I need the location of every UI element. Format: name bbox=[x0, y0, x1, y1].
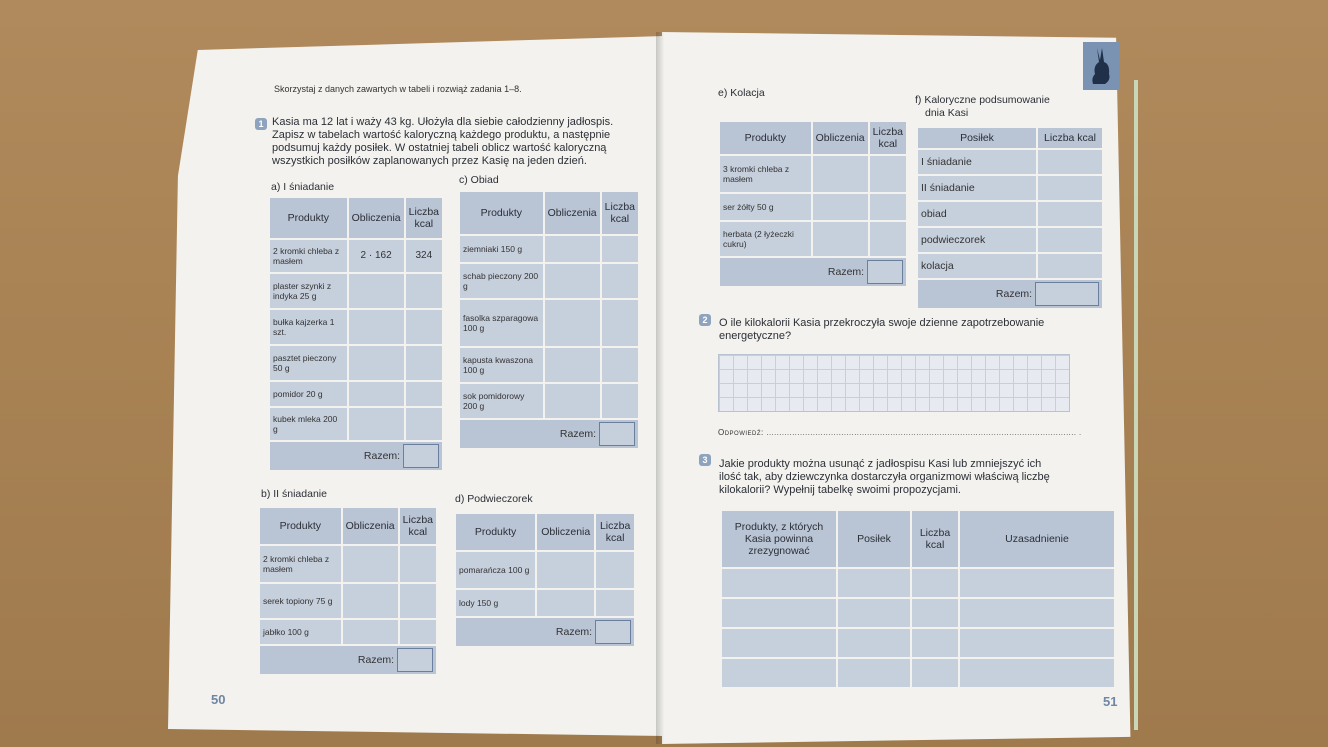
sum-label: Razem: bbox=[555, 625, 593, 638]
table-c-title: c) Obiad bbox=[459, 174, 499, 186]
answer-cell[interactable] bbox=[721, 568, 837, 598]
answer-cell[interactable] bbox=[837, 658, 911, 688]
intro-text: Skorzystaj z danych zawartych w tabeli i rozwiąż zadania 1–8. bbox=[274, 84, 522, 94]
page-number-right: 51 bbox=[1103, 694, 1118, 709]
table-task-3 bbox=[720, 509, 1116, 689]
task-3-text bbox=[719, 458, 1079, 497]
sum-label: Razem: bbox=[357, 653, 395, 666]
cell-kcal[interactable] bbox=[405, 345, 443, 381]
col-products: Produkty bbox=[259, 507, 342, 545]
table-f-title bbox=[915, 94, 1050, 120]
sum-label: Razem: bbox=[559, 427, 597, 440]
cell-calc[interactable] bbox=[342, 583, 399, 619]
calculation-grid[interactable] bbox=[718, 354, 1070, 412]
answer-cell[interactable] bbox=[911, 568, 959, 598]
cell-calc[interactable] bbox=[348, 381, 405, 407]
answer-dots[interactable]: ........................................................................................................................ . bbox=[766, 428, 1082, 437]
cell-product: 2 kromki chleba z masłem bbox=[269, 239, 348, 273]
cell-product: jabłko 100 g bbox=[259, 619, 342, 645]
cell-product: kubek mleka 200 g bbox=[269, 407, 348, 441]
meal-cell: obiad bbox=[917, 201, 1037, 227]
cell-calc[interactable] bbox=[536, 589, 595, 617]
table-d-title: d) Podwieczorek bbox=[455, 493, 533, 505]
cell-calc[interactable] bbox=[342, 619, 399, 645]
task-1-line: Kasia ma 12 lat i waży 43 kg. Ułożyła dla siebie całodzienny jadłospis. bbox=[272, 116, 614, 128]
cell-kcal[interactable] bbox=[399, 583, 437, 619]
kcal-cell[interactable] bbox=[1037, 227, 1103, 253]
answer-cell[interactable] bbox=[837, 568, 911, 598]
col-kcal: Liczba kcal bbox=[1037, 127, 1103, 149]
col-products-removed: Produkty, z których Kasia powinna zrezygnować bbox=[721, 510, 837, 568]
cell-product: fasolka szparagowa 100 g bbox=[459, 299, 544, 347]
cell-product: schab pieczony 200 g bbox=[459, 263, 544, 299]
kcal-cell[interactable] bbox=[1037, 253, 1103, 279]
col-calc: Obliczenia bbox=[348, 197, 405, 239]
answer-cell[interactable] bbox=[837, 628, 911, 658]
answer-cell[interactable] bbox=[959, 598, 1115, 628]
col-calc: Obliczenia bbox=[544, 191, 601, 235]
col-reason: Uzasadnienie bbox=[959, 510, 1115, 568]
cell-kcal[interactable] bbox=[405, 381, 443, 407]
cell-calc[interactable] bbox=[544, 263, 601, 299]
sum-row bbox=[455, 617, 635, 647]
cell-product: 2 kromki chleba z masłem bbox=[259, 545, 342, 583]
cell-product: bułka kajzerka 1 szt. bbox=[269, 309, 348, 345]
cell-calc[interactable] bbox=[348, 345, 405, 381]
col-kcal: Liczba kcal bbox=[869, 121, 907, 155]
cell-kcal[interactable] bbox=[601, 347, 639, 383]
sum-row bbox=[719, 257, 907, 287]
table-f-title-line: dnia Kasi bbox=[925, 107, 969, 119]
col-products: Produkty bbox=[459, 191, 544, 235]
col-calc: Obliczenia bbox=[536, 513, 595, 551]
answer-cell[interactable] bbox=[959, 658, 1115, 688]
sum-label: Razem: bbox=[827, 265, 865, 278]
sum-label: Razem: bbox=[363, 449, 401, 462]
kcal-cell[interactable] bbox=[1037, 175, 1103, 201]
col-products: Produkty bbox=[269, 197, 348, 239]
answer-cell[interactable] bbox=[959, 568, 1115, 598]
task-3-line: kilokalorii? Wypełnij tabelkę swoimi propozycjami. bbox=[719, 484, 961, 496]
task-1-text bbox=[272, 116, 632, 168]
col-meal: Posiłek bbox=[917, 127, 1037, 149]
cell-calc[interactable]: 2 · 162 bbox=[348, 239, 405, 273]
cell-product: sok pomidorowy 200 g bbox=[459, 383, 544, 419]
sum-row bbox=[259, 645, 437, 675]
cell-product: 3 kromki chleba z masłem bbox=[719, 155, 812, 193]
cell-kcal[interactable] bbox=[601, 235, 639, 263]
task-1-line: Zapisz w tabelach wartość kaloryczną każdego produktu, a następnie bbox=[272, 129, 611, 141]
cell-product: pomarańcza 100 g bbox=[455, 551, 536, 589]
cell-product: serek topiony 75 g bbox=[259, 583, 342, 619]
sum-label: Razem: bbox=[995, 287, 1033, 300]
page-number-left: 50 bbox=[211, 692, 226, 707]
col-calc: Obliczenia bbox=[342, 507, 399, 545]
kcal-cell[interactable] bbox=[1037, 149, 1103, 175]
meal-cell: podwieczorek bbox=[917, 227, 1037, 253]
answer-cell[interactable] bbox=[721, 628, 837, 658]
col-kcal: Liczba kcal bbox=[399, 507, 437, 545]
cell-kcal[interactable] bbox=[869, 193, 907, 221]
col-calc: Obliczenia bbox=[812, 121, 869, 155]
cell-calc[interactable] bbox=[342, 545, 399, 583]
cell-calc[interactable] bbox=[348, 407, 405, 441]
table-b bbox=[258, 506, 438, 676]
task-2-text bbox=[719, 317, 1079, 343]
answer-cell[interactable] bbox=[911, 658, 959, 688]
cell-calc[interactable] bbox=[544, 299, 601, 347]
cell-calc[interactable] bbox=[544, 347, 601, 383]
cell-kcal[interactable] bbox=[869, 155, 907, 193]
col-kcal: Liczba kcal bbox=[405, 197, 443, 239]
col-products: Produkty bbox=[455, 513, 536, 551]
meal-cell: II śniadanie bbox=[917, 175, 1037, 201]
meal-cell: I śniadanie bbox=[917, 149, 1037, 175]
table-a bbox=[268, 196, 444, 472]
cell-kcal[interactable] bbox=[601, 263, 639, 299]
cell-kcal[interactable] bbox=[399, 545, 437, 583]
sum-box[interactable] bbox=[1035, 282, 1099, 306]
cell-kcal[interactable] bbox=[405, 273, 443, 309]
task-3-line: ilość tak, aby dziewczynka dostarczyła organizmowi właściwą liczbę bbox=[719, 471, 1050, 483]
meal-cell: kolacja bbox=[917, 253, 1037, 279]
sum-row bbox=[459, 419, 639, 449]
cell-calc[interactable] bbox=[544, 235, 601, 263]
table-f bbox=[916, 126, 1104, 310]
kcal-cell[interactable] bbox=[1037, 201, 1103, 227]
sum-box[interactable] bbox=[595, 620, 631, 644]
sum-box[interactable] bbox=[397, 648, 433, 672]
cell-kcal[interactable]: 324 bbox=[405, 239, 443, 273]
rabbit-tab bbox=[1083, 42, 1119, 90]
task-3-badge: 3 bbox=[699, 454, 711, 466]
col-products: Produkty bbox=[719, 121, 812, 155]
cell-product: ziemniaki 150 g bbox=[459, 235, 544, 263]
task-1-badge: 1 bbox=[255, 118, 267, 130]
sum-box[interactable] bbox=[867, 260, 903, 284]
task-1-line: podsumuj każdy posiłek. W ostatniej tabeli oblicz wartość kaloryczną bbox=[272, 142, 607, 154]
col-kcal: Liczba kcal bbox=[595, 513, 635, 551]
book-spine bbox=[656, 32, 670, 744]
col-kcal: Liczba kcal bbox=[601, 191, 639, 235]
cell-product: pasztet pieczony 50 g bbox=[269, 345, 348, 381]
cell-calc[interactable] bbox=[812, 221, 869, 257]
answer-label: Odpowiedź: bbox=[718, 428, 764, 437]
table-c bbox=[458, 190, 640, 450]
answer-cell[interactable] bbox=[721, 598, 837, 628]
answer-cell[interactable] bbox=[959, 628, 1115, 658]
table-f-title-line: f) Kaloryczne podsumowanie bbox=[915, 94, 1050, 106]
task-2-line: O ile kilokalorii Kasia przekroczyła swoje dzienne zapotrzebowanie bbox=[719, 317, 1045, 329]
cell-product: ser żółty 50 g bbox=[719, 193, 812, 221]
cell-calc[interactable] bbox=[348, 273, 405, 309]
answer-cell[interactable] bbox=[721, 658, 837, 688]
cell-calc[interactable] bbox=[812, 155, 869, 193]
col-kcal: Liczba kcal bbox=[911, 510, 959, 568]
cell-product: lody 150 g bbox=[455, 589, 536, 617]
rabbit-icon bbox=[1083, 42, 1119, 90]
sum-row bbox=[917, 279, 1103, 309]
cell-product: plaster szynki z indyka 25 g bbox=[269, 273, 348, 309]
table-e bbox=[718, 120, 908, 288]
task-2-line: energetyczne? bbox=[719, 330, 792, 342]
cell-kcal[interactable] bbox=[405, 407, 443, 441]
answer-cell[interactable] bbox=[837, 598, 911, 628]
cell-kcal[interactable] bbox=[405, 309, 443, 345]
cell-kcal[interactable] bbox=[595, 589, 635, 617]
task-1-line: wszystkich posiłków zaplanowanych przez Kasię na jeden dzień. bbox=[272, 155, 587, 167]
sum-box[interactable] bbox=[403, 444, 439, 468]
cell-calc[interactable] bbox=[544, 383, 601, 419]
task-3-line: Jakie produkty można usunąć z jadłospisu Kasi lub zmniejszyć ich bbox=[719, 458, 1042, 470]
table-e-title: e) Kolacja bbox=[718, 87, 765, 99]
answer-line bbox=[718, 428, 1082, 437]
answer-cell[interactable] bbox=[911, 628, 959, 658]
cell-kcal[interactable] bbox=[399, 619, 437, 645]
cell-calc[interactable] bbox=[536, 551, 595, 589]
cell-kcal[interactable] bbox=[595, 551, 635, 589]
answer-cell[interactable] bbox=[911, 598, 959, 628]
page-edge bbox=[1134, 80, 1138, 730]
cell-kcal[interactable] bbox=[869, 221, 907, 257]
cell-product: herbata (2 łyżeczki cukru) bbox=[719, 221, 812, 257]
table-a-title: a) I śniadanie bbox=[271, 181, 335, 193]
cell-product: pomidor 20 g bbox=[269, 381, 348, 407]
task-2-badge: 2 bbox=[699, 314, 711, 326]
col-meal: Posiłek bbox=[837, 510, 911, 568]
table-d bbox=[454, 512, 636, 648]
cell-product: kapusta kwaszona 100 g bbox=[459, 347, 544, 383]
cell-kcal[interactable] bbox=[601, 383, 639, 419]
cell-calc[interactable] bbox=[348, 309, 405, 345]
sum-box[interactable] bbox=[599, 422, 635, 446]
cell-calc[interactable] bbox=[812, 193, 869, 221]
cell-kcal[interactable] bbox=[601, 299, 639, 347]
sum-row bbox=[269, 441, 443, 471]
table-b-title: b) II śniadanie bbox=[261, 488, 327, 500]
